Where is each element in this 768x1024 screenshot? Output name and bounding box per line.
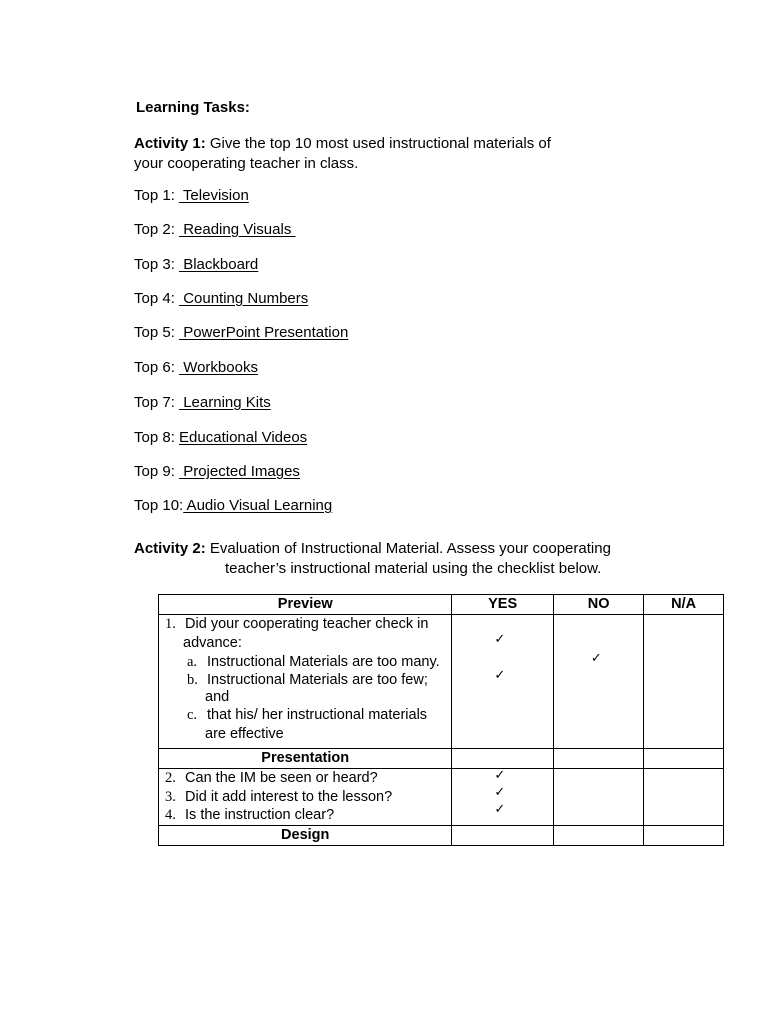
top-prefix: Top 10: [134,497,184,514]
presentation-section-row [159,749,724,769]
sub-item-text: that his/ her instructional materials [207,707,428,723]
presentation-yes-cell [452,769,553,826]
header-row [159,595,724,615]
top-item [134,496,332,516]
top-item [134,462,300,482]
question-text: Did your cooperating teacher check in [185,616,429,632]
top-answer: Projected Images [179,463,300,480]
empty-cell [644,825,724,845]
header-preview: Preview [159,595,452,615]
presentation-items-row [159,769,724,826]
presentation-questions-cell [159,769,452,826]
top-item [134,220,296,240]
top-answer: Blackboard [179,256,259,273]
presentation-label: Presentation [159,749,452,769]
top-prefix: Top 1: [134,187,180,204]
item-number: 4. [165,807,176,823]
question-text: Can the IM be seen or heard? [185,770,378,786]
top-answer: PowerPoint Presentation [179,324,349,341]
top-item [134,358,258,378]
empty-cell [452,825,553,845]
top-item [134,428,307,448]
item-number: 3. [165,788,176,805]
top-prefix: Top 6: [134,359,180,376]
activity-2-label: Activity 2: [134,540,206,557]
activity-1-text: Give the top 10 most used instructional materials of your cooperating teacher in class. [134,135,551,172]
check-mark-icon: ✓ [494,785,506,800]
sub-item-number: c. [187,707,198,723]
top-prefix: Top 3: [134,256,180,273]
question-text-cont: advance: [183,635,242,651]
header-no: NO [553,595,643,615]
empty-cell [553,825,643,845]
activity-2-instructions [134,539,654,579]
top-item [134,186,249,206]
header-na: N/A [644,595,724,615]
presentation-na-cell [644,769,724,826]
activity-2-line2: teacher’s instructional material using the checklist below. [225,560,602,577]
activity-1-instructions [134,134,574,174]
preview-no-cell [553,615,643,749]
top-answer: Counting Numbers [179,290,309,307]
evaluation-checklist-table [158,594,724,846]
top-answer: Learning Kits [179,394,271,411]
presentation-no-cell [553,769,643,826]
header-yes: YES [452,595,553,615]
design-label: Design [159,825,452,845]
sub-item-text-cont: and [205,689,230,705]
top-item [134,289,308,309]
top-answer: Workbooks [179,359,258,376]
top-item [134,255,258,275]
item-number: 2. [165,770,176,786]
activity-2-line1: Evaluation of Instructional Material. Assess your cooperating [205,540,611,557]
check-mark-icon: ✓ [494,632,506,647]
question-text: Did it add interest to the lesson? [185,788,393,805]
sub-item-text-cont: are effective [205,726,284,742]
question-text: Is the instruction clear? [185,807,335,823]
design-section-row [159,825,724,845]
top-item [134,393,271,413]
check-mark-icon: ✓ [494,668,506,683]
sub-item-text: Instructional Materials are too many. [207,654,440,670]
sub-item-text: Instructional Materials are too few; [207,672,428,688]
check-mark-icon: ✓ [494,768,506,783]
sub-item-number: a. [187,654,198,670]
top-prefix: Top 7: [134,394,180,411]
top-answer: Television [179,187,249,204]
top-item [134,323,348,343]
learning-tasks-heading: Learning Tasks: [136,99,250,116]
check-mark-icon: ✓ [590,651,602,666]
top-prefix: Top 8: [134,429,180,446]
top-prefix: Top 4: [134,290,180,307]
top-answer: Educational Videos [179,429,308,446]
empty-cell [452,749,553,769]
preview-na-cell [644,615,724,749]
preview-yes-cell [452,615,553,749]
item-number: 1. [165,616,176,632]
empty-cell [553,749,643,769]
check-mark-icon: ✓ [494,802,506,817]
top-answer: Audio Visual Learning [183,497,333,514]
sub-item-number: b. [187,672,198,688]
top-prefix: Top 2: [134,221,180,238]
activity-1-label: Activity 1: [134,135,206,152]
preview-row [159,615,724,749]
empty-cell [644,749,724,769]
preview-question-cell [159,615,452,749]
top-prefix: Top 9: [134,463,180,480]
top-answer: Reading Visuals [179,221,296,238]
top-prefix: Top 5: [134,324,180,341]
